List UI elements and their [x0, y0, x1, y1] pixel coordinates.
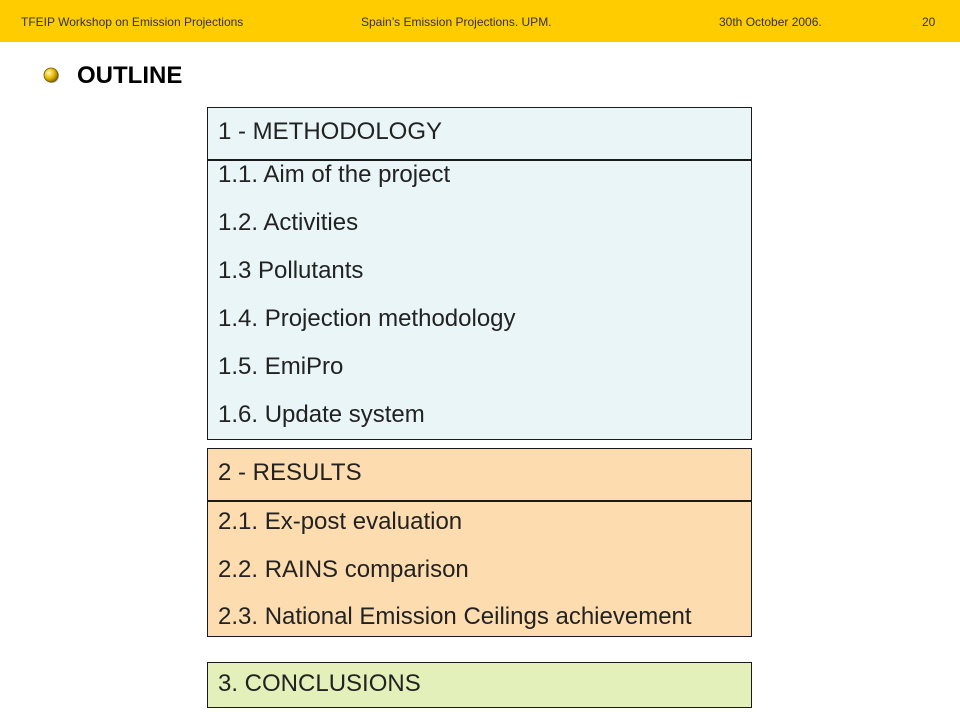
results-section [207, 448, 752, 637]
slide-title: OUTLINE [77, 62, 183, 89]
list-item: 1.6. Update system [218, 401, 425, 428]
page-number: 20 [922, 15, 936, 29]
list-item: 1.5. EmiPro [218, 353, 344, 380]
conclusions-section [207, 662, 752, 708]
results-heading-bar [208, 449, 751, 502]
list-item: 1.2. Activities [218, 209, 359, 236]
presentation-date: 30th October 2006. [719, 15, 822, 29]
list-item: 2.2. RAINS comparison [218, 556, 469, 583]
header-bar [0, 0, 960, 42]
methodology-heading: 1 - METHODOLOGY [218, 118, 443, 145]
methodology-section [207, 107, 752, 440]
list-item: 1.1. Aim of the project [218, 161, 451, 188]
conclusions-heading: 3. CONCLUSIONS [218, 670, 421, 697]
list-item: 2.3. National Emission Ceilings achievement [218, 603, 692, 630]
presentation-title: Spain’s Emission Projections. UPM. [361, 15, 552, 29]
results-heading: 2 - RESULTS [218, 459, 362, 486]
list-item: 1.3 Pollutants [218, 257, 364, 284]
workshop-name: TFEIP Workshop on Emission Projections [21, 15, 244, 29]
yellow-sphere-bullet-icon [43, 67, 60, 84]
list-item: 2.1. Ex-post evaluation [218, 508, 463, 535]
list-item: 1.4. Projection methodology [218, 305, 516, 332]
methodology-heading-bar [208, 108, 751, 161]
